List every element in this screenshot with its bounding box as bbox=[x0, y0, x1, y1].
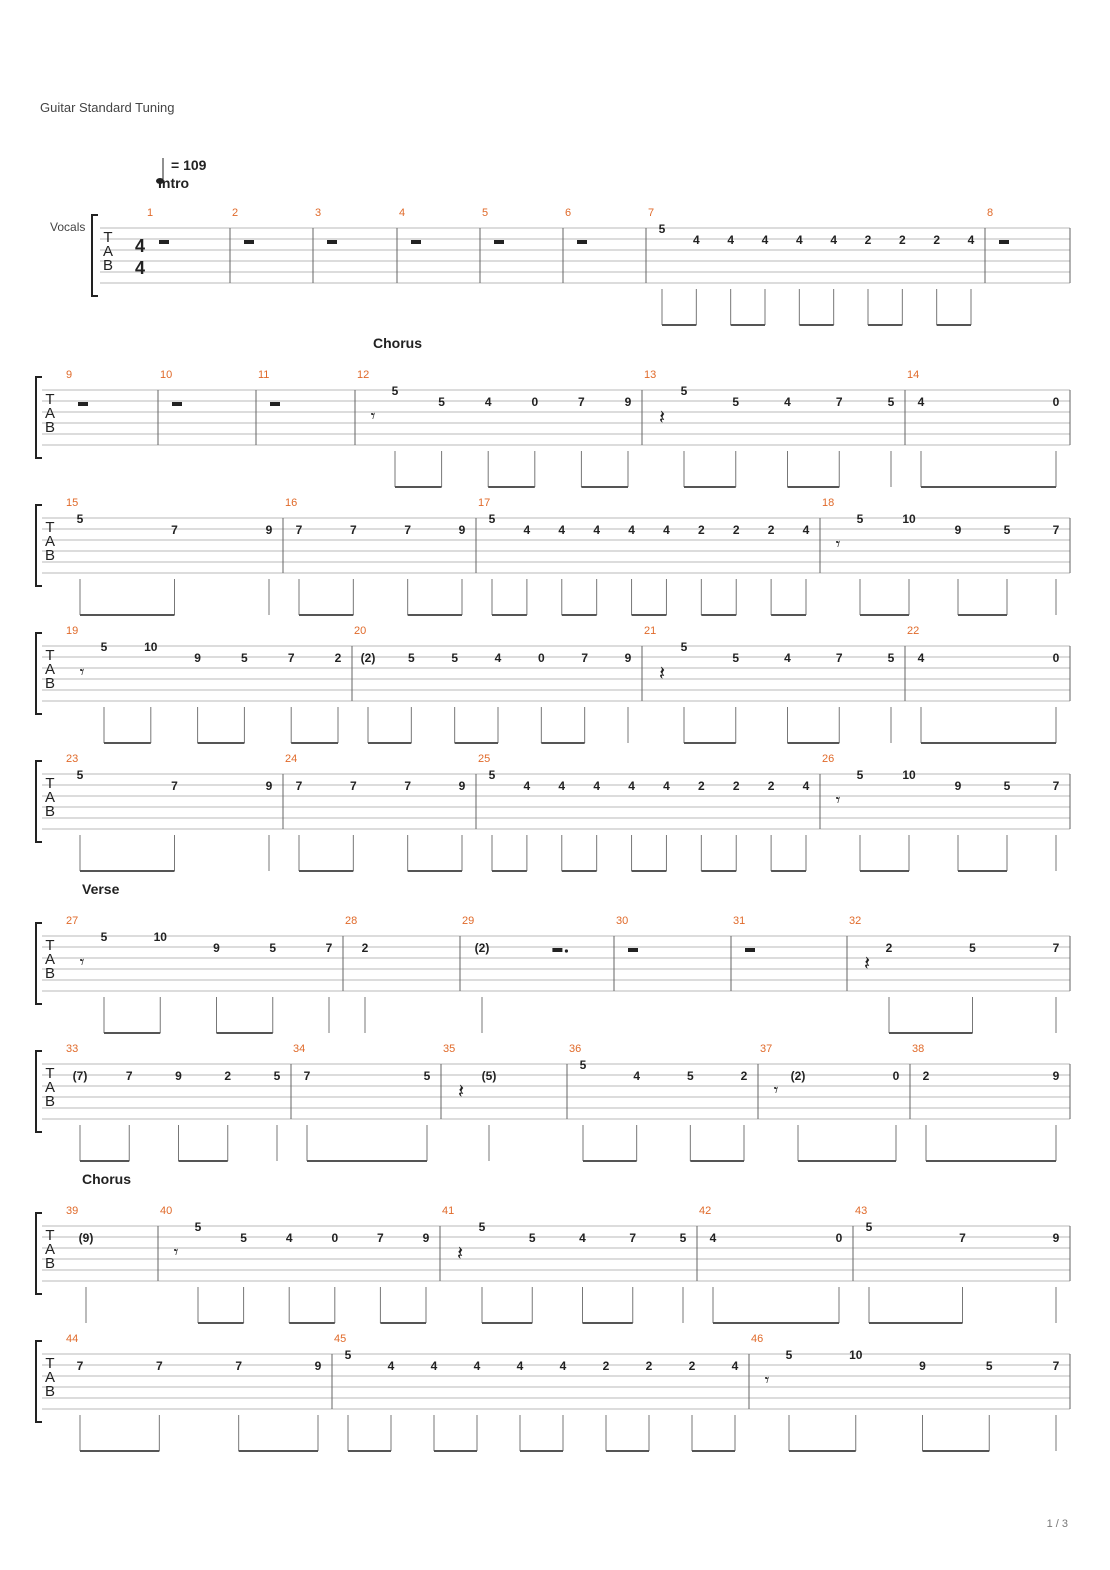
measure-number: 10 bbox=[160, 369, 173, 381]
measure-number: 11 bbox=[258, 369, 270, 381]
tab-clef-letter: B bbox=[44, 965, 56, 982]
fret-number: 5 bbox=[785, 1348, 793, 1362]
quarter-rest: 𝄽 bbox=[658, 407, 666, 429]
fret-number: 5 bbox=[269, 941, 277, 955]
fret-number: 5 bbox=[680, 640, 688, 654]
fret-number: 0 bbox=[331, 1231, 339, 1245]
measure-number: 20 bbox=[354, 625, 367, 637]
fret-number: (5) bbox=[481, 1069, 497, 1083]
fret-number: 4 bbox=[593, 779, 601, 793]
fret-number: 5 bbox=[423, 1069, 431, 1083]
fret-number: 7 bbox=[1052, 941, 1060, 955]
system-bracket bbox=[36, 505, 42, 586]
fret-number: 4 bbox=[917, 651, 925, 665]
measure-number: 29 bbox=[462, 915, 475, 927]
fret-number: 4 bbox=[692, 233, 700, 247]
tab-clef-letter: A bbox=[44, 1241, 56, 1258]
tab-clef-letter: T bbox=[45, 1065, 55, 1082]
fret-number: 4 bbox=[558, 523, 566, 537]
half-rest bbox=[244, 240, 254, 244]
fret-number: 4 bbox=[967, 233, 975, 247]
fret-number: 4 bbox=[285, 1231, 293, 1245]
measure-number: 5 bbox=[482, 207, 489, 219]
fret-number: 9 bbox=[314, 1359, 322, 1373]
eighth-rest: 𝄾 bbox=[764, 1370, 770, 1390]
fret-number: 4 bbox=[663, 523, 670, 537]
tab-clef-letter: A bbox=[102, 243, 114, 260]
fret-number: 4 bbox=[516, 1359, 524, 1373]
fret-number: 5 bbox=[488, 768, 496, 782]
measure-number: 34 bbox=[293, 1043, 306, 1055]
half-rest bbox=[999, 240, 1009, 244]
fret-number: 5 bbox=[194, 1220, 202, 1234]
tab-clef-letter: B bbox=[102, 257, 114, 274]
fret-number: 5 bbox=[732, 651, 740, 665]
measure-number: 28 bbox=[345, 915, 358, 927]
fret-number: 7 bbox=[349, 523, 357, 537]
half-rest bbox=[172, 402, 182, 406]
measure-number: 7 bbox=[648, 207, 655, 219]
fret-number: 7 bbox=[155, 1359, 163, 1373]
fret-number: (2) bbox=[360, 651, 376, 665]
measure-number: 40 bbox=[160, 1205, 173, 1217]
half-rest bbox=[745, 948, 755, 952]
eighth-rest: 𝄾 bbox=[835, 534, 841, 554]
fret-number: 7 bbox=[404, 779, 412, 793]
measure-number: 37 bbox=[760, 1043, 773, 1055]
fret-number: 0 bbox=[537, 651, 545, 665]
tab-clef-letter: A bbox=[44, 951, 56, 968]
fret-number: 7 bbox=[404, 523, 412, 537]
fret-number: 9 bbox=[1052, 1069, 1060, 1083]
fret-number: 7 bbox=[295, 779, 303, 793]
half-rest bbox=[270, 402, 280, 406]
fret-number: 5 bbox=[985, 1359, 993, 1373]
fret-number: 5 bbox=[478, 1220, 486, 1234]
fret-number: 4 bbox=[558, 779, 566, 793]
fret-number: 9 bbox=[194, 651, 201, 665]
eighth-rest: 𝄾 bbox=[79, 662, 85, 682]
fret-number: 4 bbox=[663, 779, 670, 793]
fret-number: 4 bbox=[802, 779, 810, 793]
section-label: Chorus bbox=[373, 335, 422, 351]
measure-number: 22 bbox=[907, 625, 920, 637]
rest-dot bbox=[565, 949, 568, 952]
fret-number: 4 bbox=[709, 1231, 717, 1245]
section-label: Verse bbox=[82, 881, 120, 897]
half-rest bbox=[577, 240, 587, 244]
fret-number: 5 bbox=[76, 512, 84, 526]
fret-number: 2 bbox=[885, 941, 893, 955]
fret-number: 2 bbox=[361, 941, 369, 955]
fret-number: 4 bbox=[387, 1359, 395, 1373]
fret-number: 4 bbox=[579, 1231, 586, 1245]
half-rest bbox=[411, 240, 421, 244]
fret-number: 4 bbox=[761, 233, 769, 247]
fret-number: 0 bbox=[1052, 651, 1060, 665]
system-bracket bbox=[36, 377, 42, 458]
fret-number: 9 bbox=[175, 1069, 182, 1083]
eighth-rest: 𝄾 bbox=[173, 1242, 179, 1262]
fret-number: 2 bbox=[697, 779, 705, 793]
fret-number: 5 bbox=[887, 651, 895, 665]
tab-clef-letter: T bbox=[45, 775, 55, 792]
fret-number: (9) bbox=[78, 1231, 94, 1245]
fret-number: 5 bbox=[579, 1058, 587, 1072]
measure-number: 26 bbox=[822, 753, 835, 765]
fret-number: 5 bbox=[488, 512, 496, 526]
fret-number: 2 bbox=[933, 233, 941, 247]
tab-clef-letter: T bbox=[45, 937, 55, 954]
tab-clef-letter: A bbox=[44, 789, 56, 806]
measure-number: 3 bbox=[315, 207, 322, 219]
fret-number: 9 bbox=[624, 395, 632, 409]
half-rest bbox=[628, 948, 638, 952]
system-bracket bbox=[36, 1051, 42, 1132]
measure-number: 2 bbox=[232, 207, 239, 219]
section-label: Chorus bbox=[82, 1171, 131, 1187]
measure-number: 45 bbox=[334, 1333, 347, 1345]
fret-number: (2) bbox=[474, 941, 490, 955]
fret-number: 4 bbox=[731, 1359, 739, 1373]
fret-number: 7 bbox=[629, 1231, 637, 1245]
fret-number: 9 bbox=[265, 779, 273, 793]
tab-clef-letter: B bbox=[44, 675, 56, 692]
measure-number: 43 bbox=[855, 1205, 868, 1217]
tab-clef-letter: A bbox=[44, 661, 56, 678]
tab-clef-letter: A bbox=[44, 405, 56, 422]
fret-number: 2 bbox=[334, 651, 342, 665]
eighth-rest: 𝄾 bbox=[835, 790, 841, 810]
page-number: 1 / 3 bbox=[1046, 1518, 1068, 1530]
fret-number: 2 bbox=[732, 523, 740, 537]
fret-number: 7 bbox=[377, 1231, 384, 1245]
tempo-value: = 109 bbox=[171, 157, 207, 173]
tab-clef-letter: B bbox=[44, 803, 56, 820]
fret-number: 5 bbox=[1003, 523, 1011, 537]
track-name: Vocals bbox=[50, 220, 86, 234]
tab-clef-letter: A bbox=[44, 1079, 56, 1096]
measure-number: 8 bbox=[987, 207, 994, 219]
measure-number: 46 bbox=[751, 1333, 764, 1345]
tuning-label: Guitar Standard Tuning bbox=[40, 100, 175, 115]
fret-number: 4 bbox=[917, 395, 925, 409]
fret-number: 7 bbox=[125, 1069, 133, 1083]
tab-clef-letter: B bbox=[44, 547, 56, 564]
measure-number: 13 bbox=[644, 369, 657, 381]
fret-number: 5 bbox=[528, 1231, 536, 1245]
fret-number: 2 bbox=[922, 1069, 930, 1083]
fret-number: 4 bbox=[830, 233, 838, 247]
measure-number: 16 bbox=[285, 497, 298, 509]
fret-number: 4 bbox=[795, 233, 803, 247]
measure-number: 12 bbox=[357, 369, 370, 381]
measure-number: 36 bbox=[569, 1043, 582, 1055]
tab-clef-letter: T bbox=[45, 1227, 55, 1244]
fret-number: 5 bbox=[856, 768, 864, 782]
measure-number: 33 bbox=[66, 1043, 79, 1055]
fret-number: 7 bbox=[76, 1359, 84, 1373]
fret-number: 5 bbox=[1003, 779, 1011, 793]
fret-number: 5 bbox=[658, 222, 666, 236]
tab-clef-letter: A bbox=[44, 1369, 56, 1386]
fret-number: 4 bbox=[484, 395, 492, 409]
measure-number: 21 bbox=[644, 625, 657, 637]
measure-number: 31 bbox=[733, 915, 746, 927]
fret-number: 5 bbox=[344, 1348, 352, 1362]
fret-number: 2 bbox=[602, 1359, 610, 1373]
fret-number: 0 bbox=[892, 1069, 900, 1083]
fret-number: 7 bbox=[835, 395, 843, 409]
fret-number: 4 bbox=[784, 395, 791, 409]
fret-number: 2 bbox=[697, 523, 705, 537]
fret-number: 7 bbox=[325, 941, 333, 955]
fret-number: 10 bbox=[144, 640, 158, 654]
measure-number: 41 bbox=[442, 1205, 455, 1217]
fret-number: 5 bbox=[969, 941, 976, 955]
fret-number: 4 bbox=[593, 523, 601, 537]
half-rest bbox=[78, 402, 88, 406]
fret-number: (2) bbox=[790, 1069, 806, 1083]
fret-number: 9 bbox=[458, 779, 466, 793]
fret-number: 4 bbox=[784, 651, 791, 665]
fret-number: 5 bbox=[100, 930, 108, 944]
measure-number: 32 bbox=[849, 915, 862, 927]
fret-number: 9 bbox=[919, 1359, 926, 1373]
half-rest bbox=[494, 240, 504, 244]
fret-number: 7 bbox=[171, 779, 178, 793]
tab-clef-letter: B bbox=[44, 1383, 56, 1400]
measure-number: 38 bbox=[912, 1043, 925, 1055]
measure-number: 18 bbox=[822, 497, 835, 509]
fret-number: 7 bbox=[171, 523, 178, 537]
fret-number: 2 bbox=[688, 1359, 696, 1373]
fret-number: 5 bbox=[865, 1220, 873, 1234]
fret-number: 9 bbox=[1052, 1231, 1060, 1245]
fret-number: 5 bbox=[76, 768, 84, 782]
fret-number: 2 bbox=[864, 233, 872, 247]
measure-number: 23 bbox=[66, 753, 79, 765]
tab-clef-letter: B bbox=[44, 419, 56, 436]
fret-number: (7) bbox=[72, 1069, 88, 1083]
fret-number: 10 bbox=[849, 1348, 863, 1362]
fret-number: 4 bbox=[727, 233, 735, 247]
measure-number: 30 bbox=[616, 915, 629, 927]
tab-clef-letter: T bbox=[103, 229, 113, 246]
fret-number: 7 bbox=[581, 651, 589, 665]
measure-number: 19 bbox=[66, 625, 79, 637]
eighth-rest: 𝄾 bbox=[79, 952, 85, 972]
fret-number: 5 bbox=[686, 1069, 694, 1083]
fret-number: 5 bbox=[732, 395, 740, 409]
fret-number: 7 bbox=[1052, 779, 1060, 793]
measure-number: 25 bbox=[478, 753, 491, 765]
fret-number: 4 bbox=[523, 779, 531, 793]
measure-number: 1 bbox=[147, 207, 154, 219]
fret-number: 5 bbox=[273, 1069, 281, 1083]
measure-number: 17 bbox=[478, 497, 491, 509]
half-rest bbox=[159, 240, 169, 244]
fret-number: 7 bbox=[1052, 1359, 1060, 1373]
system-bracket bbox=[36, 1213, 42, 1294]
fret-number: 4 bbox=[430, 1359, 438, 1373]
quarter-rest: 𝄽 bbox=[658, 663, 666, 685]
quarter-rest: 𝄽 bbox=[457, 1081, 465, 1103]
fret-number: 5 bbox=[680, 384, 688, 398]
fret-number: 2 bbox=[224, 1069, 232, 1083]
fret-number: 5 bbox=[679, 1231, 687, 1245]
quarter-rest: 𝄽 bbox=[456, 1243, 464, 1265]
fret-number: 7 bbox=[1052, 523, 1060, 537]
fret-number: 7 bbox=[959, 1231, 966, 1245]
fret-number: 2 bbox=[645, 1359, 653, 1373]
fret-number: 5 bbox=[240, 1231, 247, 1245]
fret-number: 4 bbox=[628, 523, 635, 537]
tab-clef-letter: T bbox=[45, 1355, 55, 1372]
half-rest bbox=[552, 948, 562, 952]
fret-number: 10 bbox=[153, 930, 167, 944]
fret-number: 9 bbox=[624, 651, 632, 665]
fret-number: 5 bbox=[856, 512, 864, 526]
fret-number: 0 bbox=[835, 1231, 843, 1245]
fret-number: 9 bbox=[422, 1231, 430, 1245]
tab-clef-letter: B bbox=[44, 1093, 56, 1110]
measure-number: 15 bbox=[66, 497, 79, 509]
fret-number: 9 bbox=[213, 941, 220, 955]
fret-number: 7 bbox=[295, 523, 303, 537]
fret-number: 5 bbox=[391, 384, 399, 398]
fret-number: 10 bbox=[902, 512, 916, 526]
measure-number: 14 bbox=[907, 369, 920, 381]
fret-number: 0 bbox=[531, 395, 539, 409]
tab-clef-letter: B bbox=[44, 1255, 56, 1272]
tab-clef-letter: T bbox=[45, 391, 55, 408]
system-bracket bbox=[36, 923, 42, 1004]
fret-number: 4 bbox=[628, 779, 635, 793]
fret-number: 0 bbox=[1052, 395, 1060, 409]
system-bracket bbox=[36, 761, 42, 842]
fret-number: 5 bbox=[241, 651, 248, 665]
fret-number: 2 bbox=[740, 1069, 748, 1083]
fret-number: 5 bbox=[887, 395, 895, 409]
fret-number: 5 bbox=[407, 651, 415, 665]
fret-number: 9 bbox=[265, 523, 273, 537]
system-bracket bbox=[36, 633, 42, 714]
fret-number: 7 bbox=[303, 1069, 311, 1083]
measure-number: 42 bbox=[699, 1205, 712, 1217]
fret-number: 9 bbox=[954, 779, 962, 793]
fret-number: 2 bbox=[898, 233, 906, 247]
measure-number: 35 bbox=[443, 1043, 456, 1055]
tab-clef-letter: T bbox=[45, 647, 55, 664]
fret-number: 5 bbox=[438, 395, 445, 409]
eighth-rest: 𝄾 bbox=[773, 1080, 779, 1100]
measure-number: 44 bbox=[66, 1333, 79, 1345]
eighth-rest: 𝄾 bbox=[370, 406, 376, 426]
tab-clef-letter: T bbox=[45, 519, 55, 536]
fret-number: 5 bbox=[451, 651, 459, 665]
measure-number: 27 bbox=[66, 915, 79, 927]
measure-number: 9 bbox=[66, 369, 73, 381]
fret-number: 7 bbox=[835, 651, 843, 665]
fret-number: 4 bbox=[802, 523, 810, 537]
fret-number: 7 bbox=[235, 1359, 243, 1373]
measure-number: 6 bbox=[565, 207, 572, 219]
tab-clef-letter: A bbox=[44, 533, 56, 550]
fret-number: 10 bbox=[902, 768, 916, 782]
system-bracket bbox=[36, 1341, 42, 1422]
measure-number: 39 bbox=[66, 1205, 79, 1217]
fret-number: 7 bbox=[578, 395, 585, 409]
system-bracket bbox=[92, 215, 98, 296]
fret-number: 2 bbox=[767, 779, 775, 793]
intro-label: Intro bbox=[158, 175, 190, 191]
fret-number: 9 bbox=[954, 523, 962, 537]
quarter-rest: 𝄽 bbox=[863, 953, 871, 975]
half-rest bbox=[327, 240, 337, 244]
fret-number: 5 bbox=[100, 640, 108, 654]
measure-number: 4 bbox=[399, 207, 406, 219]
fret-number: 4 bbox=[523, 523, 531, 537]
fret-number: 7 bbox=[287, 651, 295, 665]
time-signature-top: 4 bbox=[134, 236, 146, 256]
fret-number: 4 bbox=[494, 651, 502, 665]
fret-number: 2 bbox=[767, 523, 775, 537]
measure-number: 24 bbox=[285, 753, 298, 765]
fret-number: 2 bbox=[732, 779, 740, 793]
fret-number: 9 bbox=[458, 523, 466, 537]
fret-number: 4 bbox=[473, 1359, 481, 1373]
time-signature-bottom: 4 bbox=[134, 258, 146, 278]
fret-number: 4 bbox=[559, 1359, 567, 1373]
fret-number: 7 bbox=[349, 779, 357, 793]
fret-number: 4 bbox=[633, 1069, 641, 1083]
